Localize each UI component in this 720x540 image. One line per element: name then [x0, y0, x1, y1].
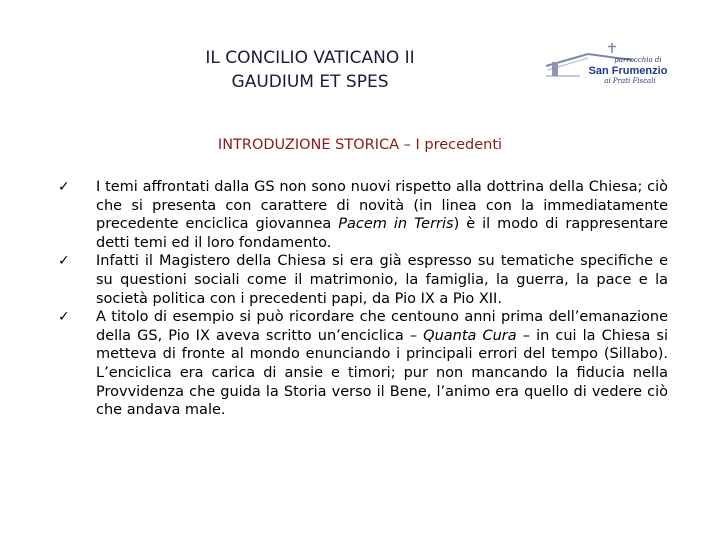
logo-line-1: parrocchia di	[614, 56, 662, 64]
logo-line-2: San Frumenzio	[588, 65, 668, 77]
checkmark-icon: ✓	[58, 253, 70, 270]
title-line-2: GAUDIUM ET SPES	[231, 72, 389, 92]
logo-line-3: ai Prati Fiscali	[604, 77, 656, 85]
bullet-text: Infatti il Magistero della Chiesa si era già espresso su tematiche specifiche e su questioni sociali come il matrimonio, la famiglia, la guerra, la pace e la società politica con i precedenti papi, da Pio IX a Pio XII.	[96, 253, 668, 307]
checkmark-icon: ✓	[58, 179, 70, 195]
title-line-1: IL CONCILIO VATICANO II	[205, 48, 415, 68]
bullet-list	[58, 178, 668, 420]
bullet-text: I temi affrontati dalla GS non sono nuovi rispetto alla dottrina della Chiesa; ciò che si presenta con carattere di novità (in linea con la immediatamente precedente enciclica giovannea Pacem in Terris) è il modo di rappresentare detti temi ed il loro fondamento.	[96, 179, 669, 251]
section-subtitle: INTRODUZIONE STORICA – I precedenti	[217, 137, 503, 153]
parish-logo	[540, 40, 670, 92]
bullet-text: A titolo di esempio si può ricordare che centouno anni prima dell’emanazione della GS, Pio IX aveva scritto un’enciclica – Quanta Cura – in cui la Chiesa si metteva di fronte al mondo enunciando i principali errori del tempo (Sillabo). L’enciclica era carica di ansie e timori; pur non mancando la fiducia nella Provvidenza che guida la Storia verso il Bene, l’animo era quello di vedere ciò che andava male.	[96, 309, 669, 419]
list-item	[58, 308, 668, 420]
church-icon	[540, 40, 670, 92]
slide-title	[160, 46, 460, 94]
checkmark-icon: ✓	[58, 309, 70, 326]
list-item	[58, 252, 668, 308]
list-item	[58, 178, 668, 252]
